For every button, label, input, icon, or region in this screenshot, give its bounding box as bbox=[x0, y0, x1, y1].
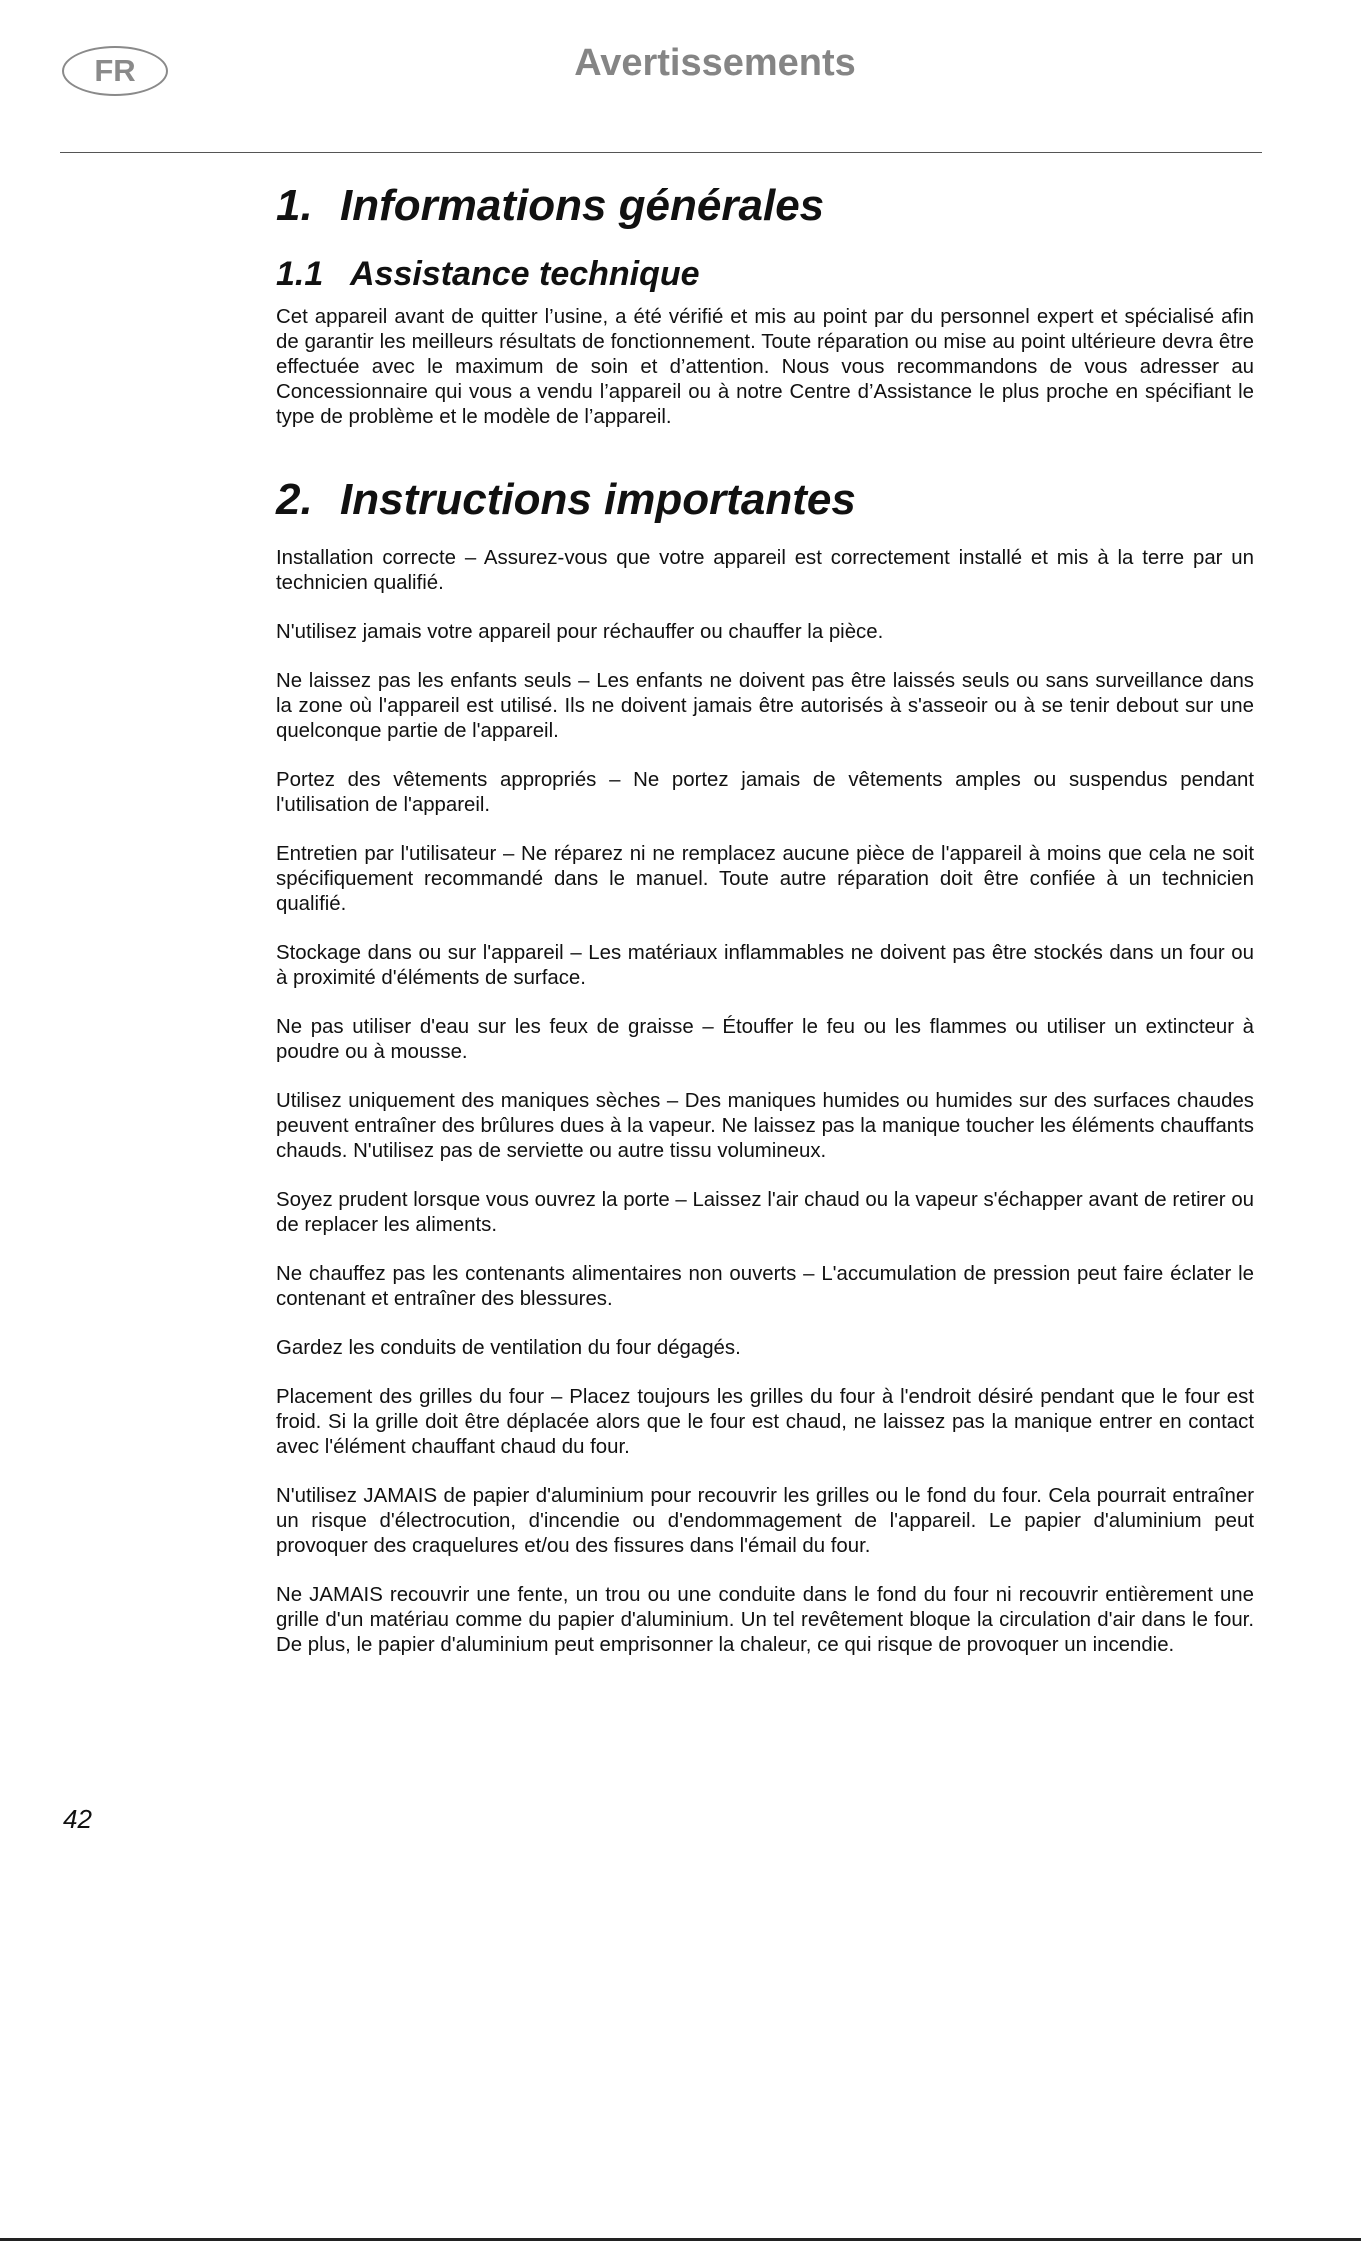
instruction-paragraph: Installation correcte – Assurez-vous que votre appareil est correctement installé et mis à la terre par un technicien qualifié. bbox=[276, 547, 1254, 594]
page-number: 42 bbox=[63, 1804, 92, 1834]
section-1-heading bbox=[276, 180, 1254, 232]
instruction-paragraph: Entretien par l'utilisateur – Ne réparez ni ne remplacez aucune pièce de l'appareil à moins que cela ne soit spécifiquement recommandé dans le manuel. Toute autre réparation doit être confiée à un technicien qualifié. bbox=[276, 843, 1254, 915]
language-badge: FR bbox=[62, 46, 168, 96]
subsection-1-1-title: Assistance technique bbox=[350, 255, 700, 293]
technical-assistance-paragraph: Cet appareil avant de quitter l’usine, a été vérifié et mis au point par du personnel expert et spécialisé afin de garantir les meilleurs résultats de fonctionnement. Toute réparation ou mise au point ultérieure devra être effectuée avec le maximum de soin et d’attention. Nous vous recommandons de vous adresser au Concessionnaire qui vous a vendu l’appareil ou à notre Centre d’Assistance le plus proche en spécifiant le type de problème et le modèle de l’appareil. bbox=[276, 306, 1254, 428]
instruction-paragraph: Portez des vêtements appropriés – Ne portez jamais de vêtements amples ou suspendus pendant l'utilisation de l'appareil. bbox=[276, 769, 1254, 816]
instruction-paragraph: Placement des grilles du four – Placez toujours les grilles du four à l'endroit désiré pendant que le four est froid. Si la grille doit être déplacée alors que le four est chaud, ne laissez pas la manique entrer en contact avec l'élément chauffant chaud du four. bbox=[276, 1386, 1254, 1458]
instruction-paragraph: Stockage dans ou sur l'appareil – Les matériaux inflammables ne doivent pas être stockés dans un four ou à proximité d'éléments de surface. bbox=[276, 942, 1254, 989]
instruction-paragraph: Ne laissez pas les enfants seuls – Les enfants ne doivent pas être laissés seuls ou sans surveillance dans la zone où l'appareil est utilisé. Ils ne doivent jamais être autorisés à s'asseoir ou à se tenir debout sur une quelconque partie de l'appareil. bbox=[276, 670, 1254, 742]
instruction-paragraph: N'utilisez JAMAIS de papier d'aluminium pour recouvrir les grilles ou le fond du four. Cela pourrait entraîner un risque d'électrocution, d'incendie ou d'endommagement de l'appareil. Le papier d'aluminium peut provoquer des craquelures et/ou des fissures dans l'émail du four. bbox=[276, 1485, 1254, 1557]
instruction-paragraph: Gardez les conduits de ventilation du four dégagés. bbox=[276, 1337, 741, 1359]
page-header-title: Avertissements bbox=[574, 42, 856, 84]
instruction-paragraph: Ne pas utiliser d'eau sur les feux de graisse – Étouffer le feu ou les flammes ou utiliser un extincteur à poudre ou à mousse. bbox=[276, 1016, 1254, 1063]
instruction-paragraph: Soyez prudent lorsque vous ouvrez la porte – Laissez l'air chaud ou la vapeur s'échapper avant de retirer ou de replacer les aliments. bbox=[276, 1189, 1254, 1236]
instruction-paragraph: N'utilisez jamais votre appareil pour réchauffer ou chauffer la pièce. bbox=[276, 621, 884, 643]
section-2-number: 2. bbox=[276, 475, 313, 524]
instruction-paragraph: Utilisez uniquement des maniques sèches – Des maniques humides ou humides sur des surfaces chaudes peuvent entraîner des brûlures dues à la vapeur. Ne laissez pas la manique toucher les éléments chauffants chauds. N'utilisez pas de serviette ou autre tissu volumineux. bbox=[276, 1090, 1254, 1162]
instruction-paragraph: Ne chauffez pas les contenants alimentaires non ouverts – L'accumulation de pression peut faire éclater le contenant et entraîner des blessures. bbox=[276, 1263, 1254, 1310]
section-2-title: Instructions importantes bbox=[340, 475, 856, 524]
instruction-paragraph: Ne JAMAIS recouvrir une fente, un trou ou une conduite dans le fond du four ni recouvrir entièrement une grille d'un matériau comme du papier d'aluminium. Un tel revêtement bloque la circulation d'air dans le four. De plus, le papier d'aluminium peut emprisonner la chaleur, ce qui risque de provoquer un incendie. bbox=[276, 1584, 1254, 1656]
subsection-1-1-number: 1.1 bbox=[276, 255, 324, 293]
section-2-heading bbox=[276, 474, 1254, 526]
section-1-number: 1. bbox=[276, 181, 313, 230]
header-divider bbox=[60, 152, 1262, 153]
section-1-title: Informations générales bbox=[340, 181, 825, 230]
document-body bbox=[276, 180, 1254, 1658]
subsection-1-1-heading bbox=[276, 254, 1254, 294]
